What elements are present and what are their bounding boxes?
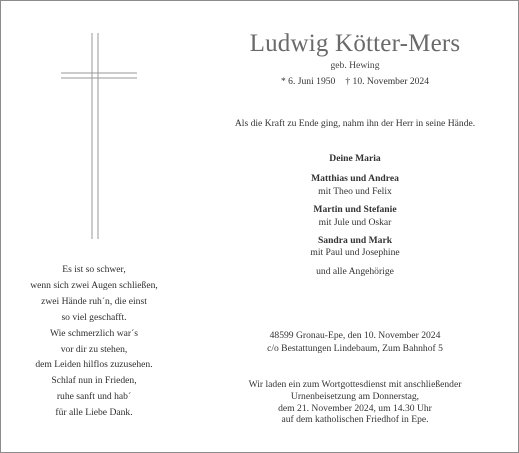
death-date: † 10. November 2024	[345, 76, 430, 87]
place-date: 48599 Gronau-Epe, den 10. November 2024	[269, 330, 441, 341]
invitation-line: dem 21. November 2024, um 14.30 Uhr	[278, 402, 432, 414]
spouse: Deine Maria	[329, 153, 381, 164]
birth-date: * 6. Juni 1950	[280, 76, 336, 87]
family-names: Matthias und Andrea	[311, 173, 399, 185]
memorial-quote: Als die Kraft zu Ende ging, nahm ihn der Herr in seine Hände.	[234, 118, 476, 129]
family-children: mit Theo und Felix	[318, 185, 392, 197]
poem-line: vor dir zu stehen,	[60, 343, 128, 355]
family-names: Martin und Stefanie	[313, 204, 397, 216]
life-dates	[195, 76, 515, 88]
care-of: c/o Bestattungen Lindebaum, Zum Bahnhof 5	[267, 343, 443, 355]
family-children: mit Paul und Josephine	[310, 247, 400, 259]
poem-line: für alle Liebe Dank.	[55, 407, 133, 419]
birth-name: geb. Hewing	[330, 60, 380, 71]
relatives: und alle Angehörige	[316, 265, 394, 277]
invitation-line: Wir laden ein zum Wortgottesdienst mit anschließender	[248, 379, 462, 390]
funeral-invitation	[195, 379, 515, 426]
family-children: mit Jule und Oskar	[318, 216, 392, 228]
family-names: Sandra und Mark	[317, 235, 393, 247]
poem-line: so viel geschafft.	[61, 311, 127, 323]
family-group	[195, 204, 515, 229]
poem-line: wenn sich zwei Augen schließen,	[30, 279, 158, 291]
poem-line: ruhe sanft und hab´	[56, 391, 132, 403]
address-block	[195, 329, 515, 356]
poem-line: Wie schmerzlich war´s	[49, 327, 139, 339]
deceased-name: Ludwig Kötter-Mers	[249, 30, 461, 57]
poem-line: zwei Hände ruh´n, die einst	[41, 295, 147, 307]
invitation-line: auf dem katholischen Friedhof in Epe.	[281, 414, 429, 426]
poem-line: Schlaf nun in Frieden,	[51, 375, 137, 387]
mourners-list	[195, 153, 515, 278]
poem-line: dem Leiden hilflos zuzusehen.	[35, 359, 153, 371]
family-group	[195, 173, 515, 198]
poem-line: Es ist so schwer,	[62, 264, 126, 275]
family-group	[195, 235, 515, 260]
cross-icon	[59, 31, 139, 241]
invitation-line: Urnenbeisetzung am Donnerstag,	[290, 390, 420, 402]
poem	[5, 262, 183, 421]
